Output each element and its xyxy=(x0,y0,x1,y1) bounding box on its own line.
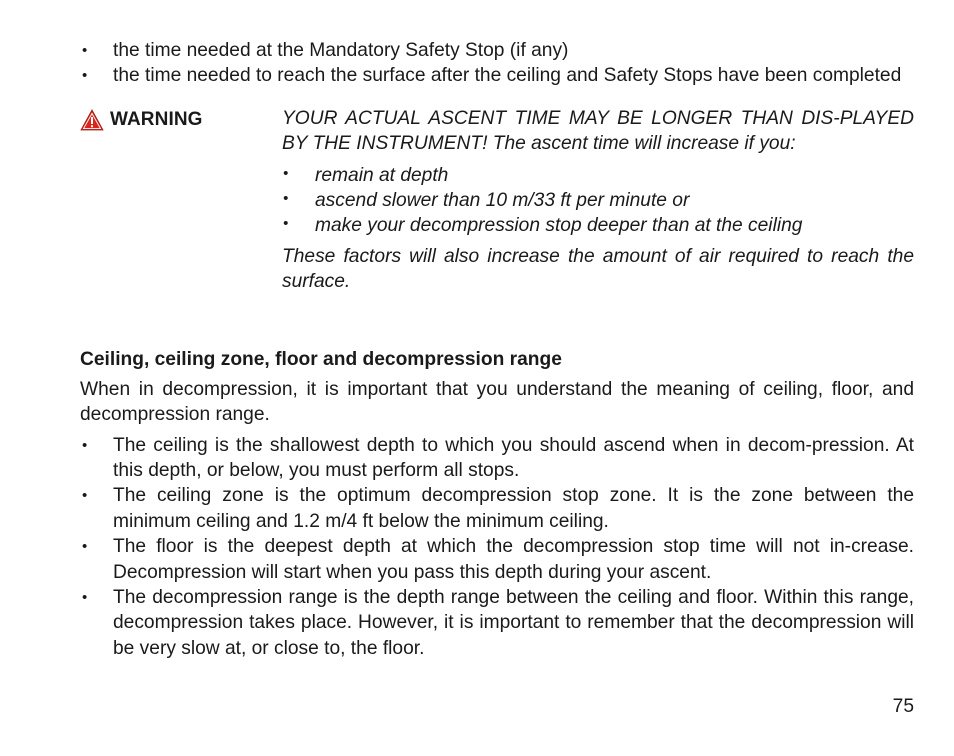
list-item: • make your decompression stop deeper than at the ceiling xyxy=(282,213,914,238)
list-item: • The ceiling is the shallowest depth to which you should ascend when in decom-pression. At this depth, or below, you must perform all stops. xyxy=(80,433,914,484)
warning-label xyxy=(80,109,203,131)
page-number: 75 xyxy=(892,696,914,717)
warning-block xyxy=(80,106,914,316)
list-item: • the time needed to reach the surface after the ceiling and Safety Stops have been completed xyxy=(80,63,914,88)
list-item: • ascend slower than 10 m/33 ft per minute or xyxy=(282,188,914,213)
warning-label-text: WARNING xyxy=(110,108,203,130)
warning-intro: YOUR ACTUAL ASCENT TIME MAY BE LONGER THAN DIS-PLAYED BY THE INSTRUMENT! The ascent time will increase if you: xyxy=(282,107,914,155)
definition-list xyxy=(80,433,914,662)
section-intro: When in decompression, it is important that you understand the meaning of ceiling, floor, and decompression range. xyxy=(80,378,914,426)
list-item: • The decompression range is the depth range between the ceiling and floor. Within this range, decompression takes place. However, it is important to remember that the decompression will be very slow at, or close to, the floor. xyxy=(80,585,914,661)
warning-outro: These factors will also increase the amount of air required to reach the surface. xyxy=(282,245,914,293)
list-item: • the time needed at the Mandatory Safety Stop (if any) xyxy=(80,38,914,63)
manual-page xyxy=(80,38,914,661)
warning-triangle-icon xyxy=(80,109,104,131)
section-heading: Ceiling, ceiling zone, floor and decompression range xyxy=(80,348,562,370)
list-item: • The floor is the deepest depth at which the decompression stop time will not in-crease. Decompression will start when you pass this depth during your ascent. xyxy=(80,534,914,585)
list-item: • The ceiling zone is the optimum decompression stop zone. It is the zone between the minimum ceiling and 1.2 m/4 ft below the minimum ceiling. xyxy=(80,483,914,534)
warning-body xyxy=(282,106,914,295)
list-item: • remain at depth xyxy=(282,163,914,188)
top-bullet-list xyxy=(80,38,914,89)
warning-list xyxy=(282,163,914,239)
